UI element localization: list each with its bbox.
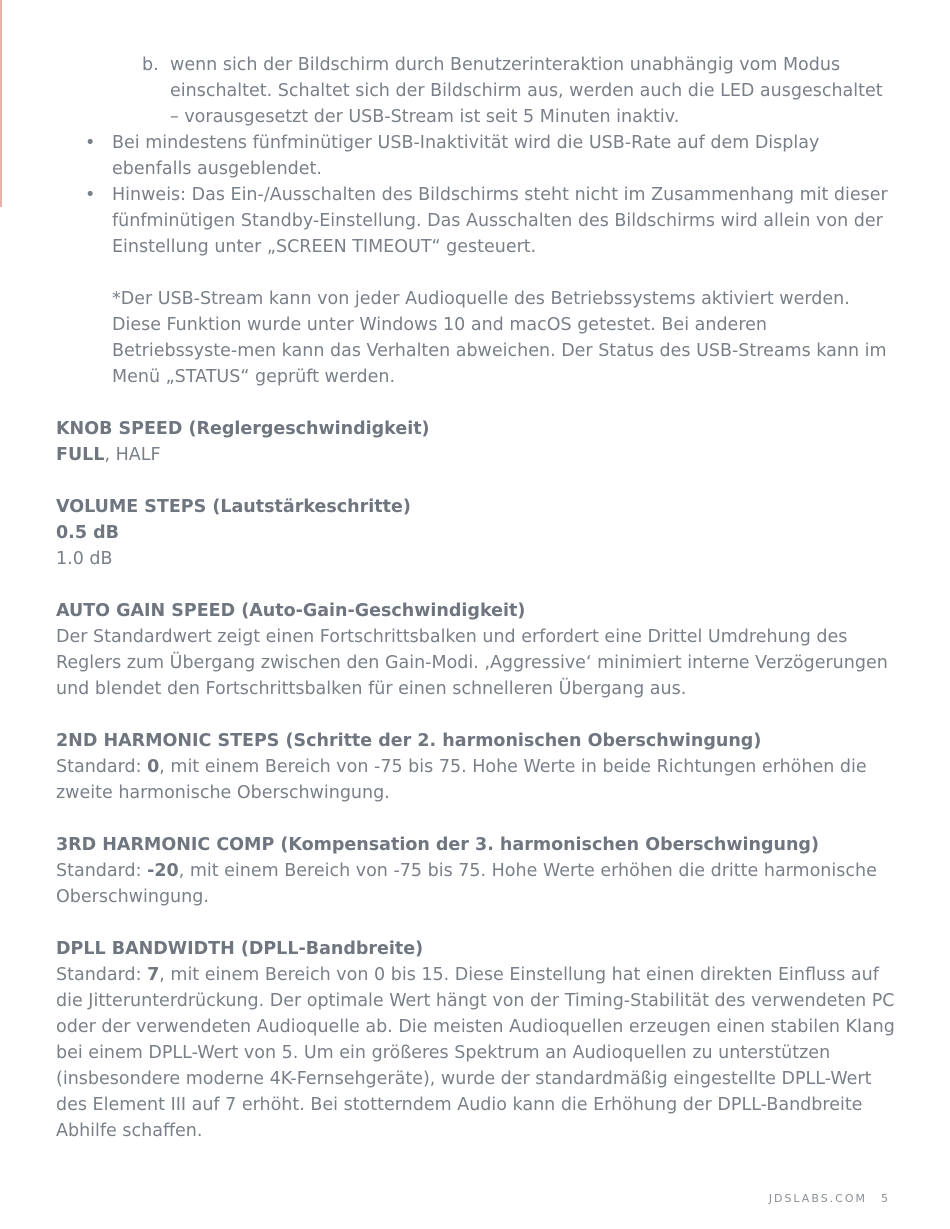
- section-heading: KNOB SPEED (Reglergeschwindigkeit): [56, 419, 430, 439]
- bullet-item: [56, 182, 896, 260]
- range-text: , mit einem Bereich von 0 bis 15. Diese Einstellung hat einen direkten Einfluss auf die Jitterunterdrückung. Der optimale Wert hängt von der Timing-Stabilität des verwendeten PC oder der verwendeten Audioquelle ab. Die meisten Audioquellen erzeugen einen stabilen Klang bei einem DPLL-Wert von 5. Um ein größeres Spektrum an Audioquellen zu unterstützen (insbesondere moderne 4K-Fernsehgeräte), wurde der standardmäßig eingestellte DPLL-Wert des Element III auf 7 erhöht. Bei stotterndem Audio kann die Erhöhung der DPLL-Bandbreite Abhilfe schaffen.: [56, 965, 895, 1141]
- second-harmonic-section: [56, 728, 896, 806]
- option-line: [56, 442, 896, 468]
- third-harmonic-section: [56, 832, 896, 910]
- default-label: Standard:: [56, 965, 148, 985]
- section-text: [56, 754, 896, 806]
- knob-speed-section: [56, 416, 896, 468]
- default-value: 7: [147, 965, 160, 985]
- range-text: , mit einem Bereich von -75 bis 75. Hohe Werte in beide Richtungen erhöhen die zweite harmonische Oberschwingung.: [56, 757, 867, 803]
- default-label: Standard:: [56, 757, 148, 777]
- volume-steps-section: [56, 494, 896, 572]
- section-heading: 3RD HARMONIC COMP (Kompensation der 3. harmonischen Oberschwingung): [56, 835, 819, 855]
- document-page: [56, 52, 896, 1144]
- section-text: Der Standardwert zeigt einen Fortschrittsbalken und erfordert eine Drittel Umdrehung des Reglers zum Übergang zwischen den Gain-Modi. ‚Aggressive‘ minimiert interne Verzögerungen und blendet den Fortschrittsbalken für einen schnelleren Übergang aus.: [56, 627, 888, 699]
- sub-list-text: wenn sich der Bildschirm durch Benutzerinteraktion unabhängig vom Modus einschaltet. Schaltet sich der Bildschirm aus, werden auch die LED ausgeschaltet – vorausgesetzt der USB-Stream ist seit 5 Minuten inaktiv.: [170, 55, 883, 127]
- default-value: 0: [147, 757, 160, 777]
- range-text: , mit einem Bereich von -75 bis 75. Hohe Werte erhöhen die dritte harmonische Oberschwingung.: [56, 861, 877, 907]
- other-option: HALF: [110, 445, 161, 465]
- option-separator: ,: [104, 445, 111, 465]
- other-option: 1.0 dB: [56, 549, 113, 569]
- sub-list-marker: b.: [142, 55, 159, 75]
- page-edge-line: [0, 0, 2, 207]
- default-label: Standard:: [56, 861, 148, 881]
- section-heading: DPLL BANDWIDTH (DPLL-Bandbreite): [56, 939, 424, 959]
- section-heading: 2ND HARMONIC STEPS (Schritte der 2. harmonischen Oberschwingung): [56, 731, 762, 751]
- page-footer: [769, 1192, 888, 1205]
- usb-stream-note: *Der USB-Stream kann von jeder Audioquelle des Betriebssystems aktiviert werden. Diese Funktion wurde unter Windows 10 and macOS getestet. Bei anderen Betriebssyste-men kann das Verhalten abweichen. Der Status des USB-Streams kann im Menü „STATUS“ geprüft werden.: [112, 289, 887, 387]
- page-number: 5: [881, 1192, 888, 1205]
- default-option: [56, 520, 896, 546]
- default-option-value: 0.5 dB: [56, 523, 119, 543]
- default-option: FULL: [56, 445, 105, 465]
- bullet-item: [56, 130, 896, 182]
- section-heading: VOLUME STEPS (Lautstärkeschritte): [56, 497, 411, 517]
- section-text: [56, 858, 896, 910]
- default-value: -20: [147, 861, 179, 881]
- bullet-dot-icon: •: [85, 133, 96, 153]
- section-heading: AUTO GAIN SPEED (Auto-Gain-Geschwindigkeit): [56, 601, 526, 621]
- footer-site: JDSLABS.COM: [768, 1192, 867, 1205]
- auto-gain-speed-section: [56, 598, 896, 702]
- dpll-bandwidth-section: [56, 936, 896, 1144]
- bullet-dot-icon: •: [85, 185, 96, 205]
- bullet-text: Bei mindestens fünfminütiger USB-Inaktivität wird die USB-Rate auf dem Display ebenfalls ausgeblendet.: [112, 133, 820, 179]
- bullet-text: Hinweis: Das Ein-/Ausschalten des Bildschirms steht nicht im Zusammenhang mit dieser fünfminütigen Standby-Einstellung. Das Ausschalten des Bildschirms wird allein von der Einstellung unter „SCREEN TIMEOUT“ gesteuert.: [112, 185, 888, 257]
- section-text: [56, 962, 896, 1144]
- sub-list-item-b: [56, 52, 896, 130]
